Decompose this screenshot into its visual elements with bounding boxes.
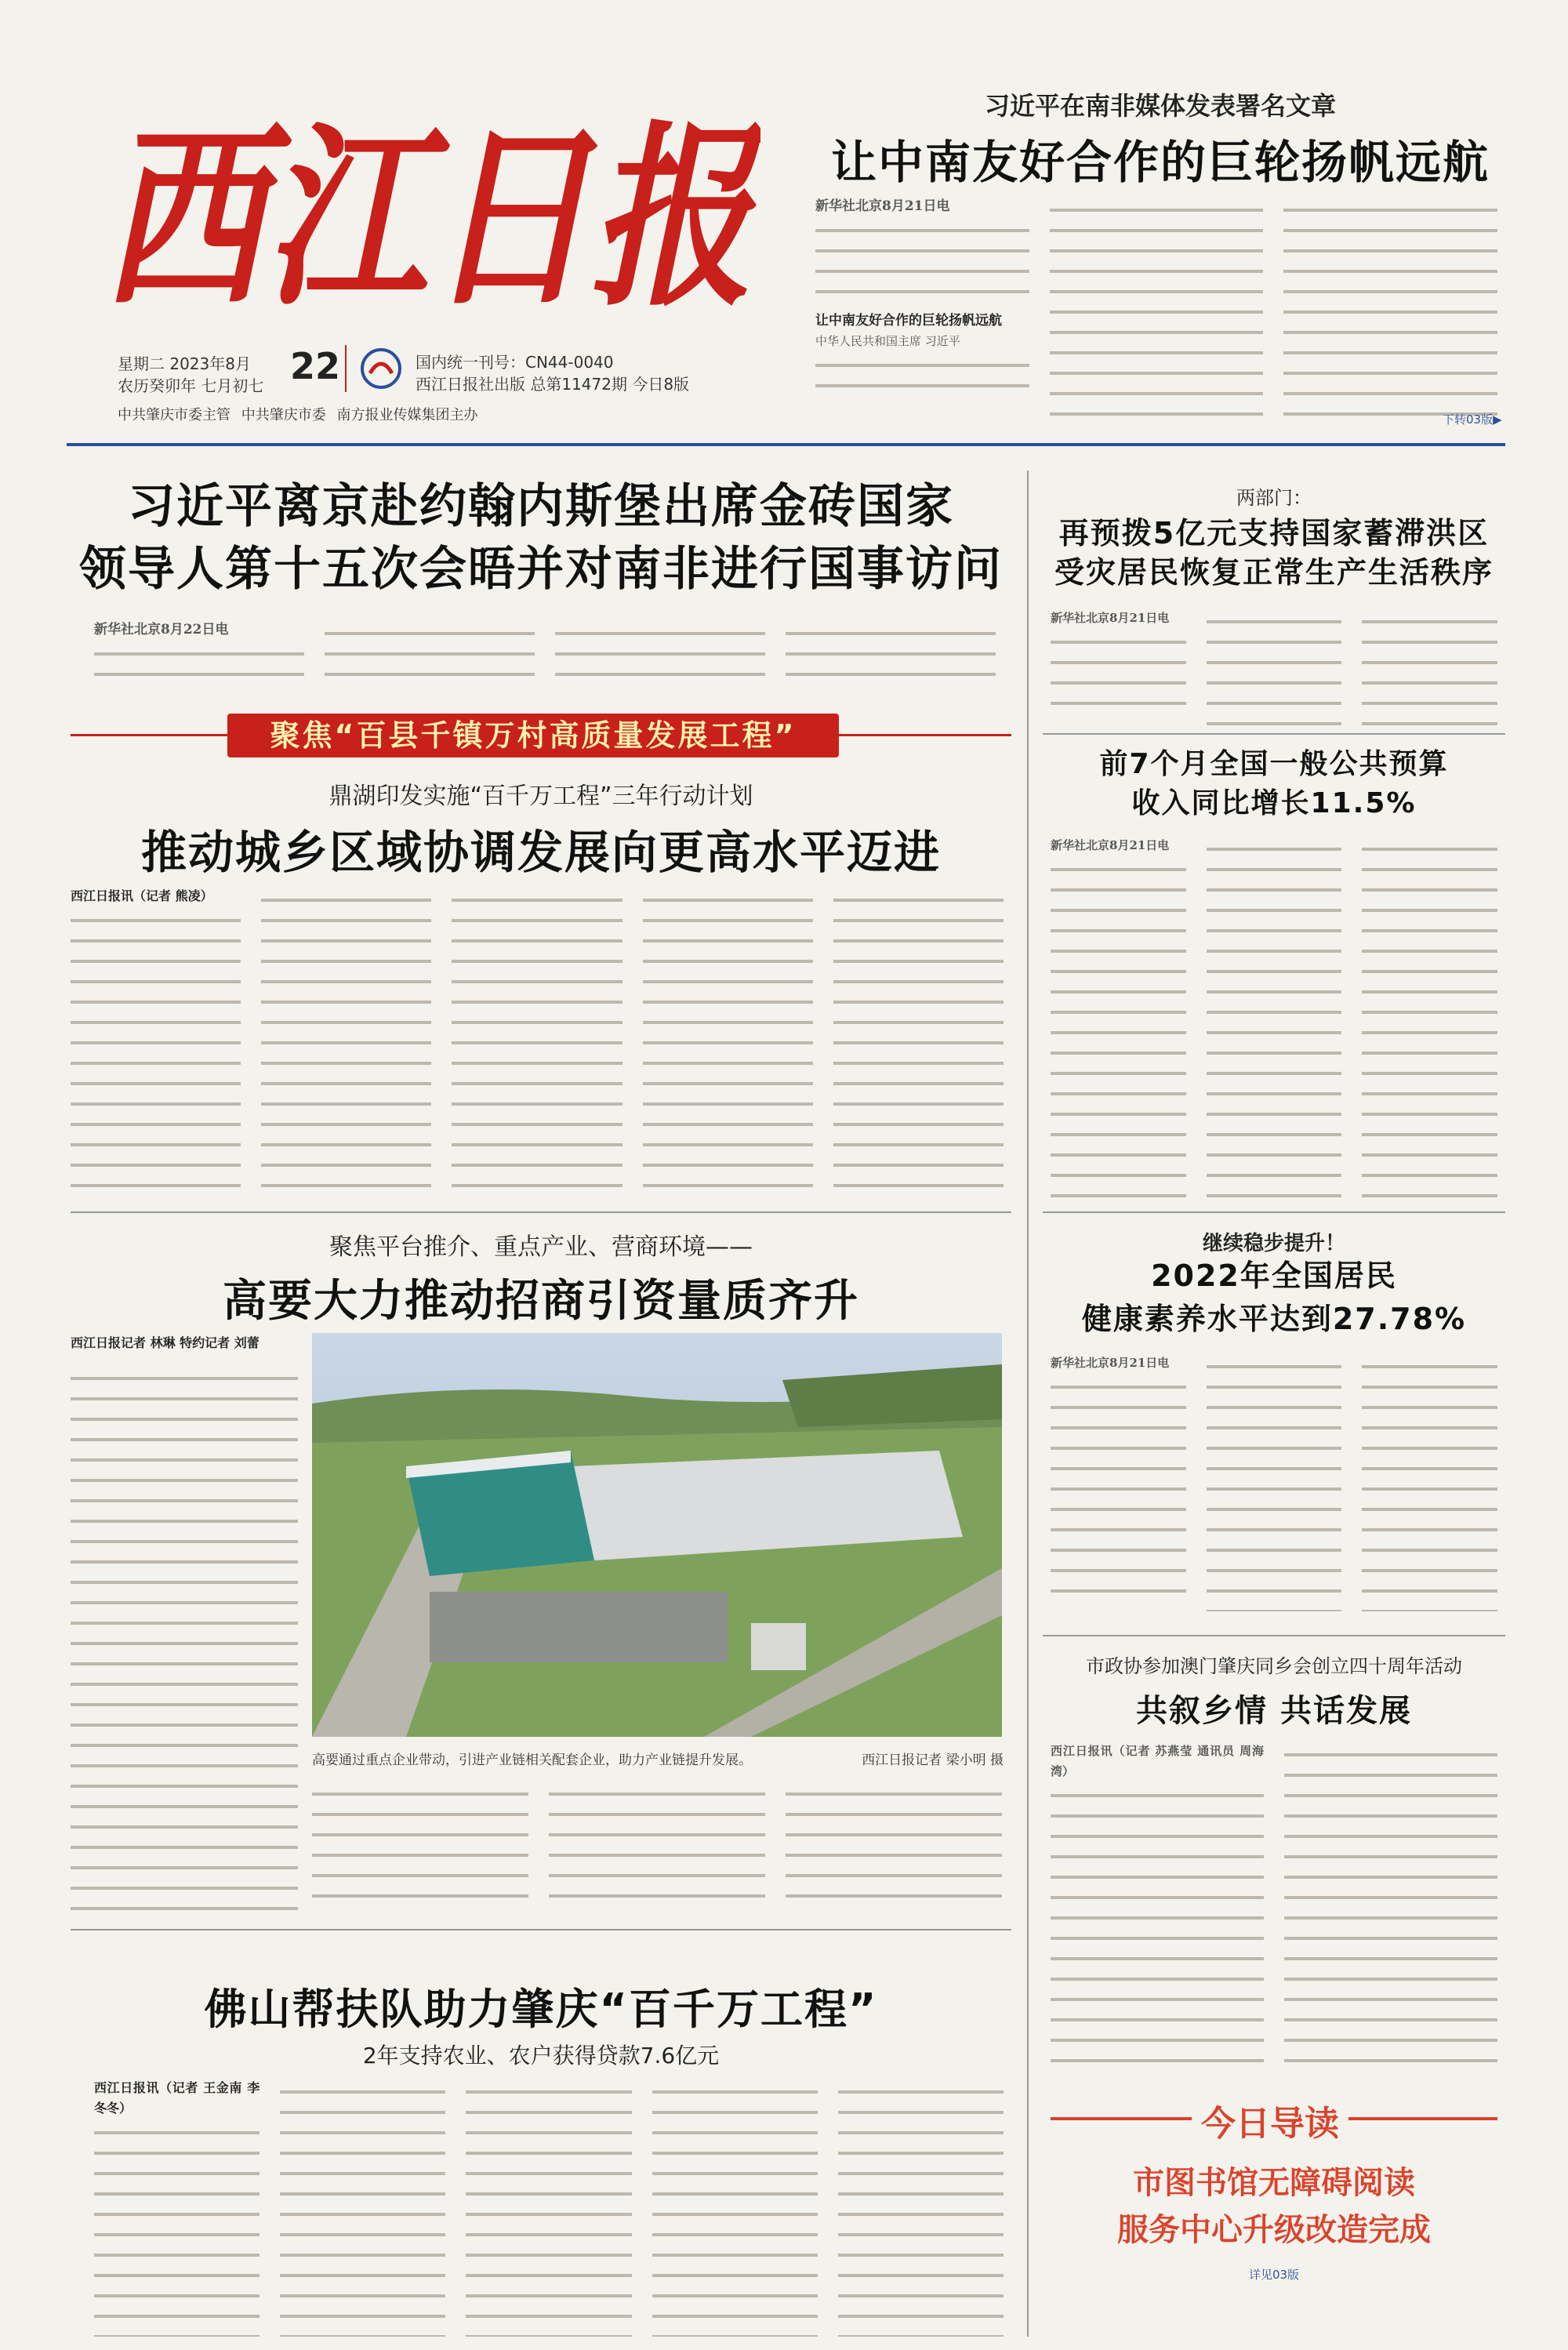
macau-byline: 西江日报讯（记者 苏燕莹 通讯员 周海湾） [1051, 1744, 1264, 1778]
day-number: 22 [290, 345, 341, 387]
health-headline-line2: 健康素养水平达到27.78% [1081, 1302, 1467, 1336]
invest-kicker: 聚焦平台推介、重点产业、营商环境—— [329, 1233, 753, 1261]
masthead-title: 西江日报 [102, 102, 760, 332]
banner-rule-left [71, 734, 227, 736]
top-story-dateline: 新华社北京8月21日电 [815, 198, 950, 214]
lead-headline-line1: 习近平离京赴约翰内斯堡出席金砖国家 [128, 479, 954, 534]
right-rule-1 [1043, 733, 1505, 735]
daily-guide-headline-line1[interactable]: 市图书馆无障碍阅读 [1133, 2165, 1415, 2201]
factory-photo [312, 1333, 1002, 1737]
lead-body [94, 619, 996, 682]
budget-body [1051, 835, 1497, 1204]
budget-dateline: 新华社北京8月21日电 [1051, 838, 1170, 852]
masthead-logo [94, 74, 760, 333]
guide-rule-left [1051, 2117, 1192, 2120]
budget-headline-line2: 收入同比增长11.5% [1131, 787, 1417, 819]
foshan-byline: 西江日报讯（记者 王金南 李冬冬） [94, 2080, 260, 2116]
lead-dateline: 新华社北京8月22日电 [94, 622, 229, 637]
focus-banner: 聚焦“百县千镇万村高质量发展工程” [227, 714, 839, 757]
section-rule [71, 1211, 1011, 1213]
date-line: 星期二 2023年8月 [118, 354, 251, 373]
daily-guide-page-ref[interactable]: 详见03版 [1248, 2268, 1300, 2282]
plan-body [71, 886, 1004, 1200]
lunar-date-line: 农历癸卯年 七月初七 [118, 376, 264, 395]
photo-caption: 高要通过重点企业带动，引进产业链相关配套企业，助力产业链提升发展。 [312, 1753, 752, 1768]
top-story-subhead: 让中南友好合作的巨轮扬帆远航 [815, 313, 1002, 329]
plan-kicker: 鼎湖印发实施“百千万工程”三年行动计划 [328, 783, 753, 810]
top-story-body [815, 196, 1497, 423]
guide-rule-right [1348, 2117, 1497, 2120]
top-story-headline: 让中南友好合作的巨轮扬帆远航 [830, 136, 1490, 189]
plan-byline: 西江日报讯（记者 熊凌） [71, 888, 213, 903]
daily-guide-headline-line2[interactable]: 服务中心升级改造完成 [1117, 2212, 1431, 2248]
foshan-body [94, 2078, 1004, 2337]
banner-rule-right [839, 734, 1011, 736]
publication-number: 国内统一刊号：CN44-0040 [416, 353, 614, 372]
daily-guide-title: 今日导读 [1201, 2104, 1339, 2144]
macau-headline: 共叙乡情 共话发展 [1136, 1693, 1412, 1729]
column-divider [1027, 470, 1029, 2337]
flood-body [1051, 608, 1497, 725]
flood-headline-line1: 再预拨5亿元支持国家蓄滞洪区 [1058, 516, 1490, 550]
right-rule-3 [1043, 1635, 1505, 1636]
flood-headline-line2: 受灾居民恢复正常生产生活秩序 [1054, 555, 1494, 590]
section-rule-2 [71, 1929, 1011, 1930]
invest-body-left [71, 1364, 298, 1913]
lead-headline-line2: 领导人第十五次会晤并对南非进行国事访问 [79, 542, 1003, 597]
plan-headline: 推动城乡区域协调发展向更高水平迈进 [140, 826, 941, 879]
health-headline-line1: 2022年全国居民 [1151, 1259, 1397, 1293]
top-story-kicker: 习近平在南非媒体发表署名文章 [984, 91, 1336, 121]
foshan-headline: 佛山帮扶队助力肇庆“百千万工程” [204, 1985, 878, 2034]
health-body [1051, 1353, 1497, 1611]
issue-info: 西江日报社出版 总第11472期 今日8版 [416, 375, 690, 394]
macau-body [1051, 1741, 1497, 2070]
health-kicker: 继续稳步提升！ [1202, 1232, 1345, 1255]
invest-headline: 高要大力推动招商引资量质齐升 [223, 1276, 859, 1327]
foshan-subhead: 2年支持农业、农户获得贷款7.6亿元 [362, 2043, 720, 2069]
top-story-byline: 中华人民共和国主席 习近平 [815, 334, 960, 348]
divider [345, 345, 347, 392]
flood-kicker: 两部门： [1236, 487, 1312, 509]
invest-body-bottom [312, 1780, 1002, 1913]
sponsor-line: 中共肇庆市委主管 中共肇庆市委 南方报业传媒集团主办 [118, 407, 478, 423]
top-story-continued[interactable]: 下转03版▶ [1443, 412, 1502, 427]
right-rule-2 [1043, 1211, 1505, 1213]
masthead-rule [67, 443, 1505, 446]
health-dateline: 新华社北京8月21日电 [1051, 1356, 1170, 1370]
photo-credit: 西江日报记者 梁小明 摄 [862, 1753, 1004, 1768]
macau-kicker: 市政协参加澳门肇庆同乡会创立四十周年活动 [1086, 1655, 1462, 1677]
invest-byline: 西江日报记者 林琳 特约记者 刘蕾 [71, 1335, 260, 1350]
budget-headline-line1: 前7个月全国一般公共预算 [1099, 748, 1449, 780]
flood-dateline: 新华社北京8月21日电 [1051, 611, 1170, 625]
press-logo-icon [359, 347, 403, 390]
